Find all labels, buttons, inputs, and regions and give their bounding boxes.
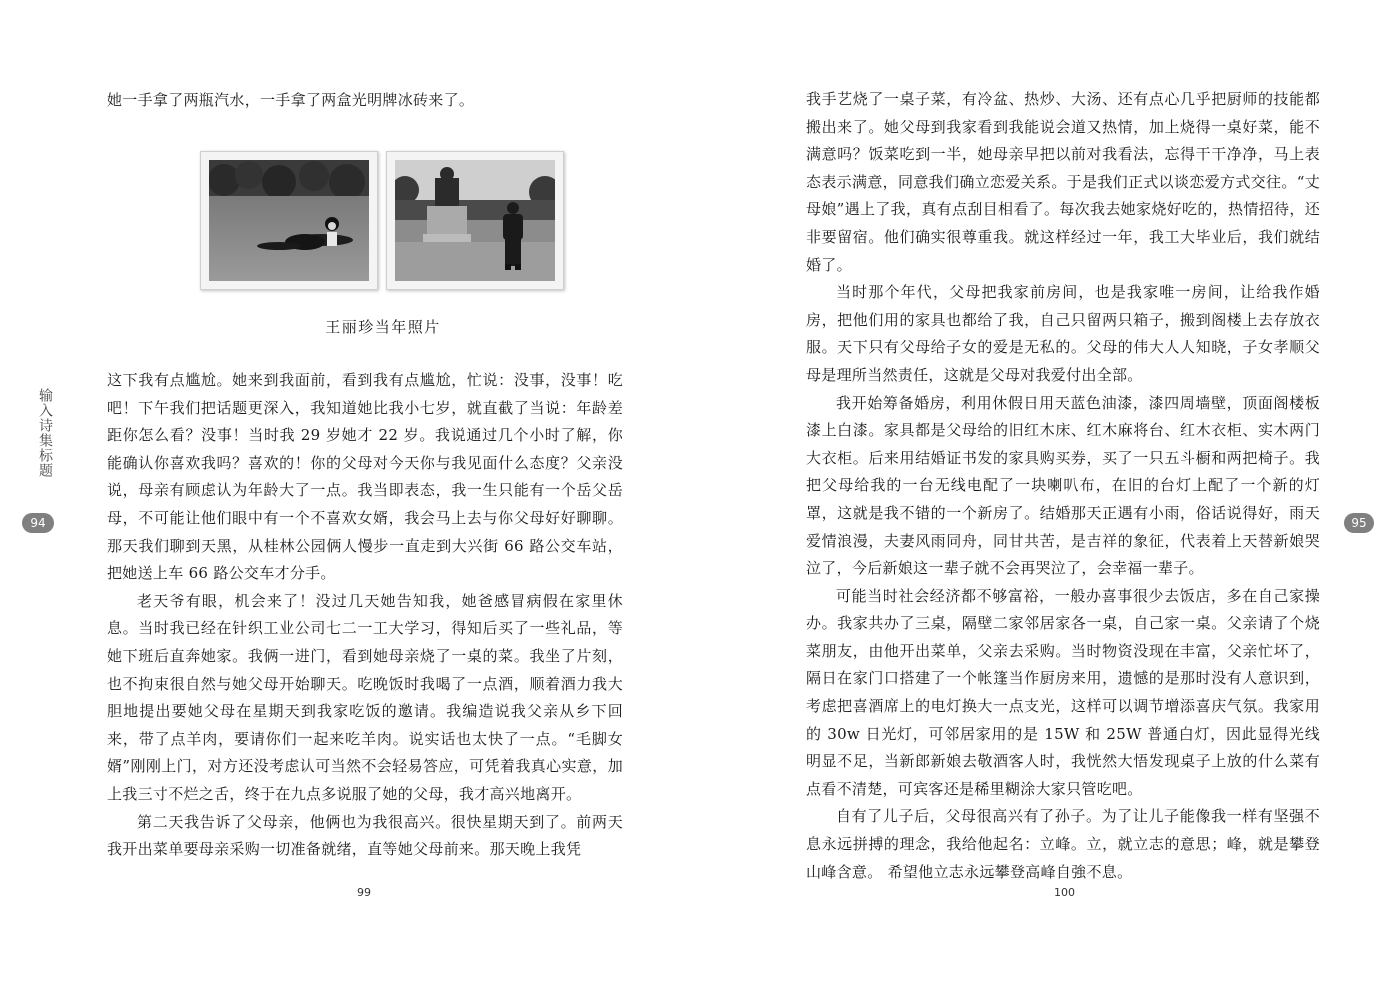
intro-line-block [107, 87, 627, 115]
paragraph: 第二天我告诉了父母亲，他俩也为我很高兴。很快星期天到了。前两天我开出菜单要母亲采购一切准备就绪，直等她父母前来。那天晚上我凭 [107, 812, 623, 859]
left-body-text [107, 367, 623, 864]
side-title: 输入诗集标题 [37, 388, 53, 478]
photo-woman-lying-on-lawn-icon [209, 160, 369, 281]
paragraph: 老天爷有眼，机会来了！没过几天她告知我，她爸感冒病假在家里休息。当时我已经在针织工业公司七二一工大学习，得知后买了一些礼品，等她下班后直奔她家。我俩一进门，看到她母亲烧了一桌的菜。我坐了片刻，也不拘束很自然与她父母开始聊天。吃晚饭时我喝了一点酒，顺着酒力我大胆地提出要她父母在星期天到我家吃饭的邀请。我编造说我父亲从乡下回来，带了点羊肉，要请你们一起来吃羊肉。说实话也太快了一点。“毛脚女婿”刚刚上门，对方还没考虑认可当然不会轻易答应，可凭着我真心实意，加上我三寸不烂之舌，终于在九点多说服了她的父母，我才高兴地离开。 [107, 591, 623, 803]
intro-line: 她一手拿了两瓶汽水，一手拿了两盒光明牌冰砖来了。 [107, 91, 475, 109]
page-tab-right: 95 [1344, 513, 1374, 533]
photo-caption: 王丽珍当年照片 [325, 318, 441, 336]
photo-standing-by-statue [386, 151, 564, 290]
page-tab-left: 94 [22, 513, 54, 533]
paragraph: 自有了儿子后，父母很高兴有了孙子。为了让儿子能像我一样有坚强不息永远拼搏的理念，我给他起名：立峰。立，就立志的意思；峰，就是攀登山峰含意。 希望他立志永远攀登高峰自強不息。 [806, 807, 1320, 881]
paragraph: 这下我有点尴尬。她来到我面前，看到我有点尴尬，忙说：没事，没事！吃吧！下午我们把话题更深入，我知道她比我小七岁，就直截了当说：年龄差距你怎么看？没事！当时我 29 岁她才 22 岁。我说通过几个小时了解，你能确认你喜欢我吗？喜欢的！你的父母对今天你与我见面什么态度？父亲没说，母亲有顾虑认为年龄大了一点。我当即表态，我一生只能有一个岳父岳母，不可能让他们眼中有一个不喜欢女婿，我会马上去与你父母好好聊聊。那天我们聊到天黑，从桂林公园俩人慢步一直走到大兴街 66 路公交车站，把她送上车 66 路公交车才分手。 [107, 371, 623, 583]
paragraph: 我手艺烧了一桌子菜，有冷盆、热炒、大汤、还有点心几乎把厨师的技能都搬出来了。她父母到我家看到我能说会道又热情，加上烧得一桌好菜，能不满意吗？饭菜吃到一半，她母亲早把以前对我看法，忘得干干净净，马上表态表示满意，同意我们确立恋爱关系。于是我们正式以谈恋爱方式交往。“丈母娘”遇上了我，真有点刮目相看了。每次我去她家烧好吃的，热情招待，还非要留宿。他们确实很尊重我。就这样经过一年，我工大毕业后，我们就结婚了。 [806, 90, 1320, 274]
paragraph: 我开始筹备婚房，利用休假日用天蓝色油漆，漆四周墙壁，顶面阁楼板漆上白漆。家具都是父母给的旧红木床、红木麻将台、红木衣柜、实木两门大衣柜。后来用结婚证书发的家具购买券，买了一只五斗橱和两把椅子。我把父母给我的一台无线电配了一块喇叭布，在旧的台灯上配了一个新的灯罩，这就是我不错的一个新房了。结婚那天正遇有小雨，俗话说得好，雨天爱情浪漫，夫妻风雨同舟，同甘共苦，是吉祥的象征，代表着上天替新娘哭泣了，今后新娘这一辈子就不会再哭泣了，会幸福一辈子。 [806, 393, 1320, 578]
photo-row [200, 151, 566, 290]
photo-lying-on-lawn [200, 151, 378, 290]
photo-woman-standing-by-statue-icon [395, 160, 555, 281]
paragraph: 当时那个年代，父母把我家前房间，也是我家唯一房间，让给我作婚房，把他们用的家具也都给了我，自己只留两只箱子，搬到阁楼上去存放衣服。天下只有父母给子女的爱是无私的。父母的伟大人人知晓，子女孝顺父母是理所当然责任，这就是父母对我爱付出全部。 [806, 283, 1320, 384]
paragraph: 可能当时社会经济都不够富裕，一般办喜事很少去饭店，多在自己家操办。我家共办了三桌，隔壁二家邻居家各一桌，自己家一桌。父亲请了个烧菜朋友，由他开出菜单，父亲去采购。当时物资没现在丰富，父亲忙坏了，隔日在家门口搭建了一个帐篷当作厨房来用，遗憾的是那时没有人意识到，考虑把喜酒席上的电灯换大一点支光，这样可以调节增添喜庆气氛。我家用的 30w 日光灯，可邻居家用的是 15W 和 25W 普通白灯，因此显得光线明显不足，当新郎新娘去敬酒客人时，我恍然大悟发现桌子上放的什么菜有点看不清楚，可宾客还是稀里糊涂大家只管吃吧。 [806, 586, 1320, 798]
page-number: 99 [357, 886, 371, 899]
right-body-text [806, 86, 1320, 886]
page-number: 100 [1054, 886, 1075, 899]
right-page [699, 0, 1398, 982]
